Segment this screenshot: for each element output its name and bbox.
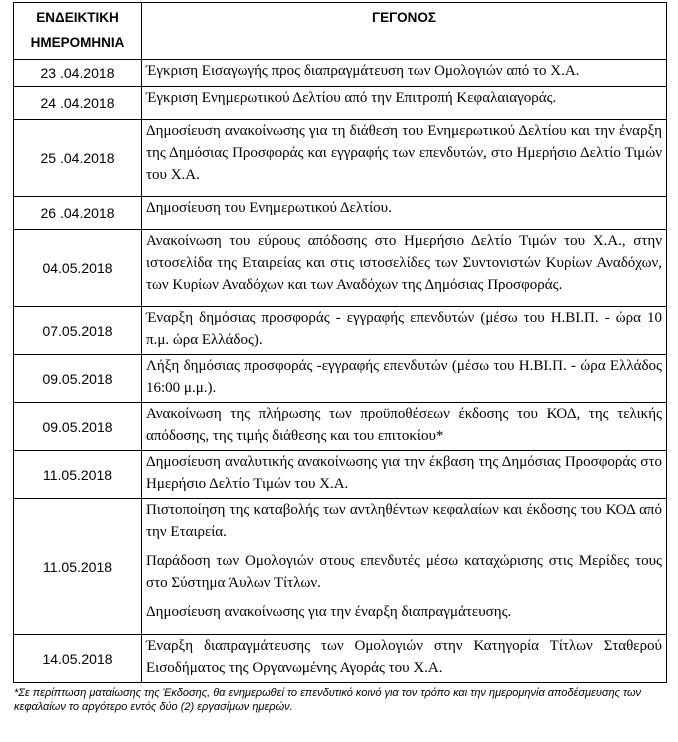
event-text: Ανακοίνωση της πλήρωσης των προϋποθέσεων έκδοσης του ΚΟΔ, της τελικής απόδοσης, της τιμής διάθεσης και του επιτοκίου* (146, 406, 662, 444)
row-event (142, 230, 667, 307)
event-text: Δημοσίευση ανακοίνωσης για τη διάθεση του Ενημερωτικού Δελτίου και την έναρξη της Δημόσιας Προσφοράς και εγγραφής των επενδυτών, στο Ημερήσιο Δελτίο Τιμών του Χ.Α. (146, 123, 662, 183)
row-date: 11.05.2018 (14, 451, 142, 499)
row-date: 26 .04.2018 (14, 197, 142, 230)
row-date: 09.05.2018 (14, 355, 142, 403)
row-event (142, 451, 667, 499)
row-event (142, 355, 667, 403)
event-text: Έναρξη διαπραγμάτευσης των Ομολογιών στην Κατηγορία Τίτλων Σταθερού Εισοδήματος της Οργανωμένης Αγοράς του Χ.Α. (146, 638, 662, 676)
table-row (14, 87, 667, 120)
table-body (14, 60, 667, 683)
event-text: Πιστοποίηση της καταβολής των αντληθέντων κεφαλαίων και έκδοσης του ΚΟΔ από την Εταιρεία. (146, 502, 662, 540)
row-event (142, 87, 667, 120)
row-event (142, 307, 667, 355)
event-text: Έναρξη δημόσιας προσφοράς - εγγραφής επενδυτών (μέσω του Η.ΒΙ.Π. - ώρα 10 π.μ. ώρα Ελλάδος). (146, 310, 662, 348)
row-date: 24 .04.2018 (14, 87, 142, 120)
row-event (142, 120, 667, 197)
event-text: Έγκριση Ενημερωτικού Δελτίου από την Επιτροπή Κεφαλαιαγοράς. (146, 90, 557, 106)
event-text: Ανακοίνωση του εύρους απόδοσης στο Ημερήσιο Δελτίο Τιμών του Χ.Α., στην ιστοσελίδα της Εταιρείας και στις ιστοσελίδες των Συντονιστών Κυρίων Αναδόχων, των Κυρίων Αναδόχων και των Αναδόχων της Δημόσιας Προσφοράς. (146, 233, 662, 293)
row-date: 11.05.2018 (14, 499, 142, 635)
row-date: 04.05.2018 (14, 230, 142, 307)
event-text: Παράδοση των Ομολογιών στους επενδυτές μέσω καταχώρισης στις Μερίδες τους στο Σύστημα Άυλων Τίτλων. (146, 553, 662, 591)
row-date: 25 .04.2018 (14, 120, 142, 197)
row-date: 23 .04.2018 (14, 60, 142, 87)
event-text: Δημοσίευση αναλυτικής ανακοίνωσης για την έκβαση της Δημόσιας Προσφοράς στο Ημερήσιο Δελτίο Τιμών του Χ.Α. (146, 454, 662, 492)
table-row (14, 355, 667, 403)
row-event (142, 197, 667, 230)
row-event (142, 635, 667, 683)
event-text: Δημοσίευση του Ενημερωτικού Δελτίου. (146, 200, 392, 216)
row-event (142, 60, 667, 87)
table-row (14, 635, 667, 683)
footnote: *Σε περίπτωση ματαίωσης της Έκδοσης, θα ενημερωθεί το επενδυτικό κοινό για τον τρόπο και την ημερομηνία αποδέσμευσης των κεφαλαίων το αργότερο εντός δύο (2) εργασίμων ημερών. (14, 687, 642, 713)
table-row (14, 60, 667, 87)
table-row (14, 197, 667, 230)
header-row (14, 3, 667, 60)
event-text: Δημοσίευση ανακοίνωσης για την έναρξη διαπραγμάτευσης. (146, 604, 512, 620)
row-date: 09.05.2018 (14, 403, 142, 451)
table-row (14, 230, 667, 307)
table-row (14, 499, 667, 635)
event-text: Έγκριση Εισαγωγής προς διαπραγμάτευση των Ομολογιών από το Χ.Α. (146, 63, 580, 79)
header-date: ΕΝΔΕΙΚΤΙΚΗ ΗΜΕΡΟΜΗΝΙΑ (14, 3, 142, 60)
document (13, 2, 666, 714)
table-row (14, 451, 667, 499)
header-event: ΓΕΓΟΝΟΣ (142, 3, 667, 60)
table-row (14, 307, 667, 355)
timeline-table (13, 2, 667, 683)
event-text: Λήξη δημόσιας προσφοράς -εγγραφής επενδυτών (μέσω του Η.ΒΙ.Π. - ώρα Ελλάδος 16:00 μ.μ.). (146, 358, 662, 396)
row-event (142, 499, 667, 635)
row-date: 07.05.2018 (14, 307, 142, 355)
table-row (14, 403, 667, 451)
row-date: 14.05.2018 (14, 635, 142, 683)
table-row (14, 120, 667, 197)
row-event (142, 403, 667, 451)
